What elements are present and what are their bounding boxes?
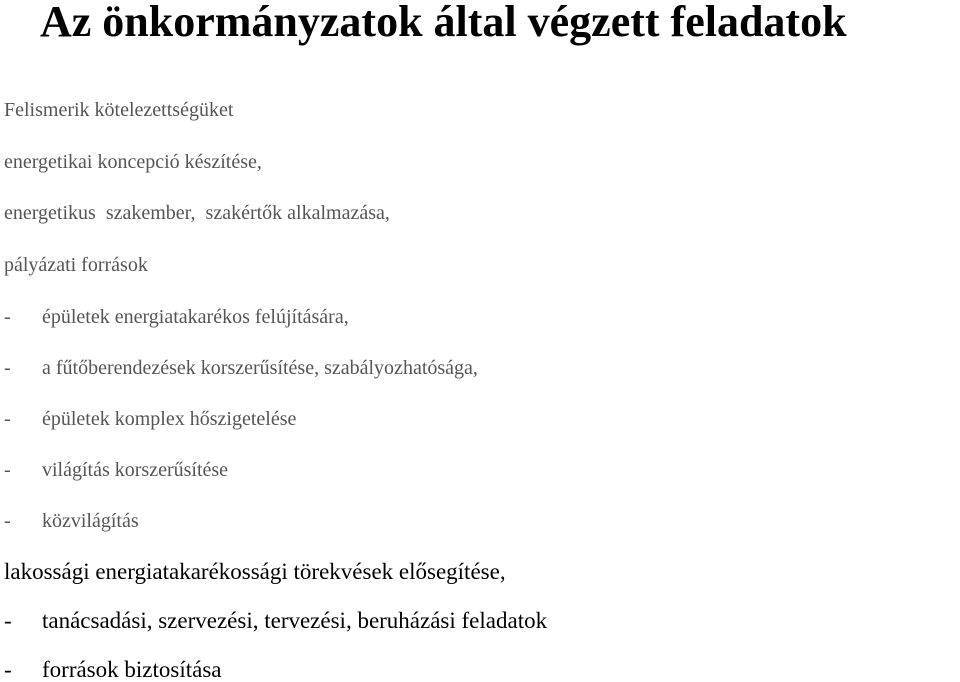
line-text: világítás korszerűsítése xyxy=(42,459,229,481)
text-line xyxy=(4,148,262,176)
bullet-line xyxy=(4,354,478,382)
dash-marker: - xyxy=(4,408,11,430)
dash-marker: - xyxy=(4,510,11,532)
dash-marker: - xyxy=(4,608,12,633)
slide-title: Az önkormányzatok által végzett feladatok xyxy=(40,0,847,46)
line-text: energetikus szakember, szakértők alkalmazása, xyxy=(4,202,390,224)
dash-marker: - xyxy=(4,657,12,682)
line-text: pályázati források xyxy=(4,254,148,276)
line-text: közvilágítás xyxy=(42,510,139,532)
line-text: lakossági energiatakarékossági törekvések elősegítése, xyxy=(4,559,506,584)
dash-marker: - xyxy=(4,357,11,379)
text-line xyxy=(4,199,390,227)
dash-marker: - xyxy=(4,459,11,481)
bullet-line xyxy=(4,303,349,331)
line-text: tanácsadási, szervezési, tervezési, beruházási feladatok xyxy=(42,608,548,633)
line-text: épületek komplex hőszigetelése xyxy=(42,408,297,430)
text-line xyxy=(4,96,233,124)
bullet-line xyxy=(4,507,139,535)
line-text: a fűtőberendezések korszerűsítése, szabályozhatósága, xyxy=(42,357,478,379)
line-text: energetikai koncepció készítése, xyxy=(4,151,262,173)
bullet-line xyxy=(4,405,296,433)
dash-marker: - xyxy=(4,306,11,328)
line-text: Felismerik kötelezettségüket xyxy=(4,99,234,121)
line-text: források biztosítása xyxy=(42,657,222,682)
bullet-line xyxy=(4,607,547,635)
line-text: épületek energiatakarékos felújítására, xyxy=(42,306,349,328)
text-line xyxy=(4,251,148,279)
text-line xyxy=(4,558,506,586)
bullet-line xyxy=(4,456,228,484)
bullet-line xyxy=(4,656,221,682)
